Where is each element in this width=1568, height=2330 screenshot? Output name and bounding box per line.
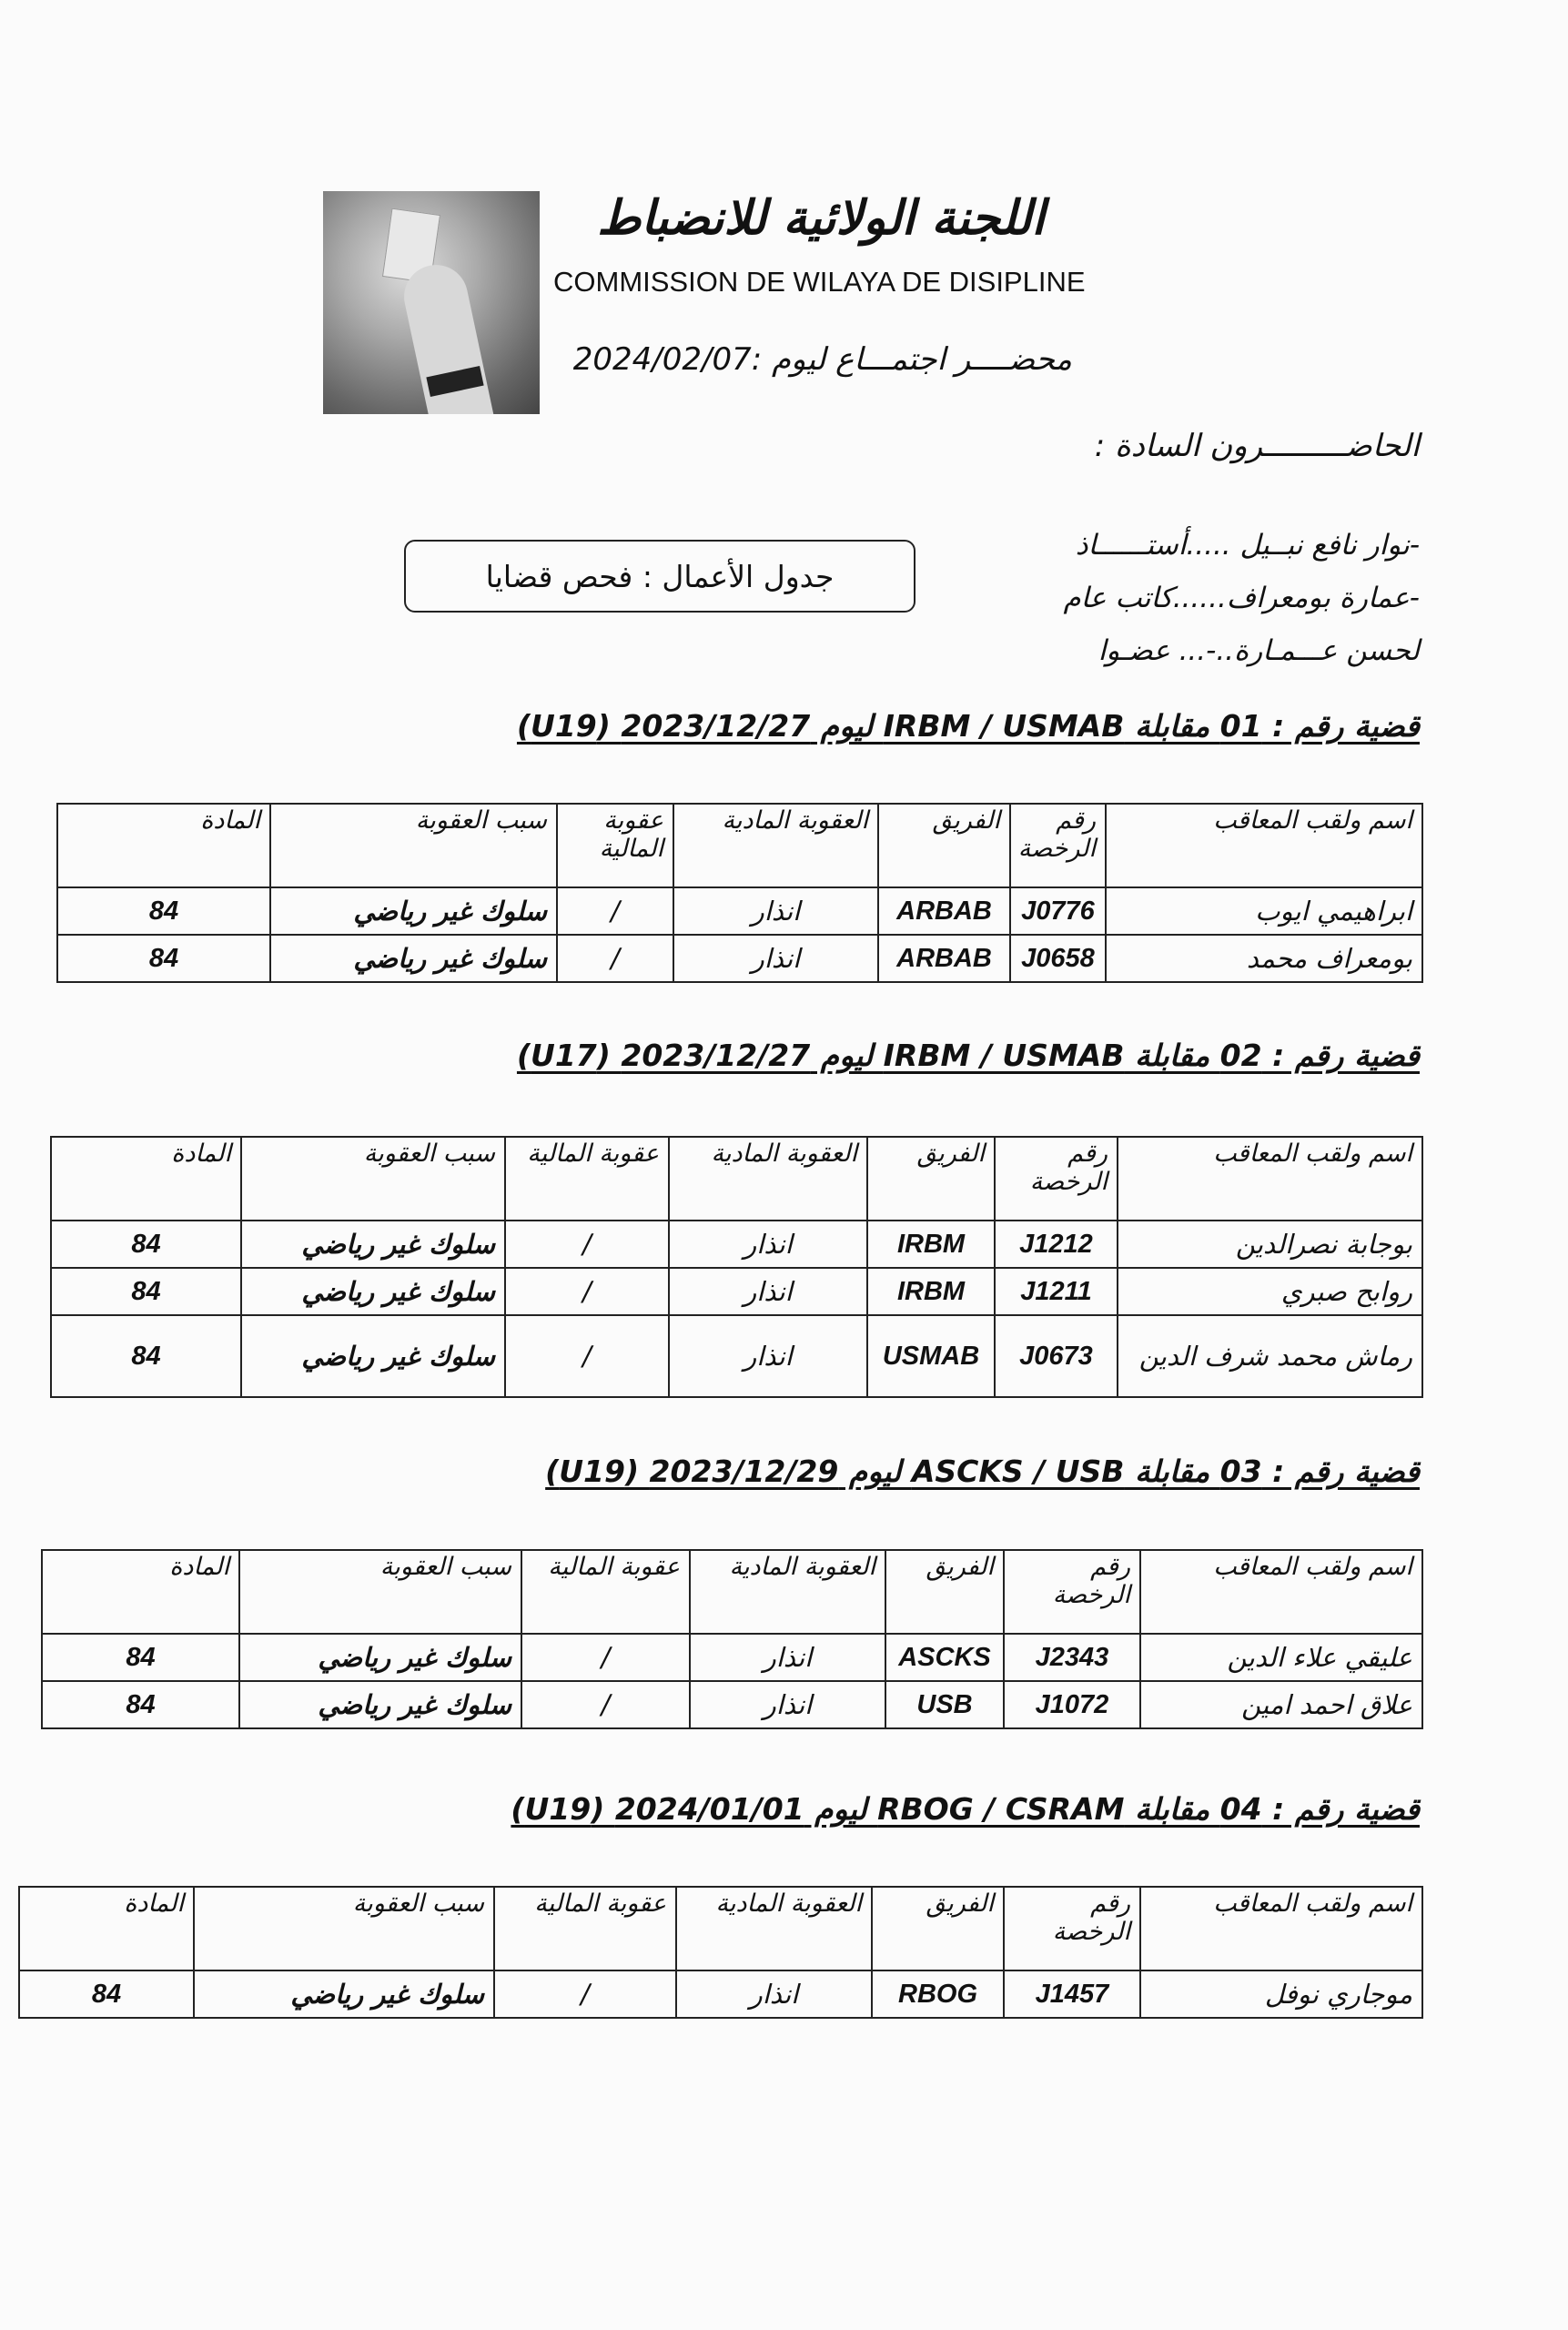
- cell-team: IRBM: [867, 1268, 995, 1315]
- sanctions-table-1: [56, 803, 1423, 983]
- cell-financial-penalty: /: [521, 1681, 690, 1728]
- cell-license: J2343: [1004, 1634, 1140, 1681]
- cell-financial-penalty: /: [521, 1634, 690, 1681]
- cell-team: USB: [885, 1681, 1004, 1728]
- header-financial-penalty: عقوبة المالية: [521, 1550, 690, 1634]
- attendee: -نوار نافع نبــيل .....أستــــــاذ: [1075, 529, 1420, 562]
- cell-article: 84: [51, 1268, 241, 1315]
- header-license: رقم الرخصة: [1004, 1550, 1140, 1634]
- header-financial-penalty: عقوبة المالية: [557, 804, 673, 887]
- header-name: اسم ولقب المعاقب: [1106, 804, 1422, 887]
- case-title-1: قضية رقم : 01 مقابلة IRBM / USMAB ليوم 2023/12/27 (U19): [516, 708, 1420, 744]
- cell-license: J0658: [1010, 935, 1106, 982]
- header-article: المادة: [51, 1137, 241, 1221]
- header-material-penalty: العقوبة المادية: [676, 1887, 872, 1970]
- header-article: المادة: [42, 1550, 239, 1634]
- cell-material-penalty: انذار: [690, 1681, 885, 1728]
- attendees-title: الحاضـــــــــرون السادة :: [1094, 428, 1420, 464]
- cell-reason: سلوك غير رياضي: [270, 887, 557, 935]
- cell-team: USMAB: [867, 1315, 995, 1397]
- header-team: الفريق: [885, 1550, 1004, 1634]
- header-team: الفريق: [872, 1887, 1004, 1970]
- case-title-3: قضية رقم : 03 مقابلة ASCKS / USB ليوم 2023/12/29 (U19): [545, 1454, 1420, 1489]
- cell-name: موجاري نوفل: [1140, 1970, 1422, 2018]
- cell-reason: سلوك غير رياضي: [239, 1634, 521, 1681]
- cell-license: J1212: [995, 1221, 1118, 1268]
- header-reason: سبب العقوبة: [194, 1887, 494, 1970]
- cell-name: بومعراف محمد: [1106, 935, 1422, 982]
- table-row: [57, 935, 1422, 982]
- cell-article: 84: [19, 1970, 194, 2018]
- cell-financial-penalty: /: [505, 1315, 669, 1397]
- header-financial-penalty: عقوبة المالية: [505, 1137, 669, 1221]
- cell-name: علاق احمد امين: [1140, 1681, 1422, 1728]
- header-material-penalty: العقوبة المادية: [669, 1137, 867, 1221]
- cell-reason: سلوك غير رياضي: [241, 1315, 505, 1397]
- cell-reason: سلوك غير رياضي: [241, 1221, 505, 1268]
- referee-card-logo: [323, 191, 540, 414]
- cell-financial-penalty: /: [505, 1221, 669, 1268]
- cell-material-penalty: انذار: [669, 1221, 867, 1268]
- header-material-penalty: العقوبة المادية: [690, 1550, 885, 1634]
- commission-title-french: COMMISSION DE WILAYA DE DISIPLINE: [553, 266, 1086, 298]
- header-license: رقم الرخصة: [995, 1137, 1118, 1221]
- cell-team: IRBM: [867, 1221, 995, 1268]
- meeting-minutes-date: محضــــر اجتمـــاع ليوم :2024/02/07: [572, 341, 1072, 378]
- attendee: لحسن عـــمـارة..-... عضـوا: [1098, 634, 1420, 667]
- cell-team: ASCKS: [885, 1634, 1004, 1681]
- table-row: [19, 1970, 1422, 2018]
- cell-article: 84: [51, 1221, 241, 1268]
- cell-article: 84: [51, 1315, 241, 1397]
- cell-financial-penalty: /: [557, 935, 673, 982]
- cell-license: J0776: [1010, 887, 1106, 935]
- cell-name: بوجابة نصرالدين: [1118, 1221, 1422, 1268]
- cell-financial-penalty: /: [505, 1268, 669, 1315]
- header-team: الفريق: [878, 804, 1010, 887]
- cell-team: ARBAB: [878, 887, 1010, 935]
- header-article: المادة: [57, 804, 270, 887]
- header-name: اسم ولقب المعاقب: [1140, 1550, 1422, 1634]
- cell-material-penalty: انذار: [690, 1634, 885, 1681]
- cell-material-penalty: انذار: [669, 1315, 867, 1397]
- cell-reason: سلوك غير رياضي: [270, 935, 557, 982]
- cell-article: 84: [42, 1681, 239, 1728]
- commission-title-arabic: اللجنة الولائية للانضباط: [597, 191, 1045, 246]
- table-row: [51, 1221, 1422, 1268]
- table-row: [51, 1268, 1422, 1315]
- table-row: [42, 1634, 1422, 1681]
- cell-material-penalty: انذار: [676, 1970, 872, 2018]
- table-row: [57, 887, 1422, 935]
- header-reason: سبب العقوبة: [270, 804, 557, 887]
- sanctions-table-4: [18, 1886, 1423, 2019]
- cell-material-penalty: انذار: [673, 887, 878, 935]
- cell-article: 84: [57, 887, 270, 935]
- case-title-2: قضية رقم : 02 مقابلة IRBM / USMAB ليوم 2023/12/27 (U17): [516, 1038, 1420, 1073]
- header-material-penalty: العقوبة المادية: [673, 804, 878, 887]
- header-team: الفريق: [867, 1137, 995, 1221]
- attendee: -عمارة بومعراف......كاتب عام: [1063, 582, 1420, 614]
- cell-material-penalty: انذار: [669, 1268, 867, 1315]
- cell-name: عليقي علاء الدين: [1140, 1634, 1422, 1681]
- case-title-4: قضية رقم : 04 مقابلة RBOG / CSRAM ليوم 2024/01/01 (U19): [511, 1791, 1420, 1827]
- cell-name: ابراهيمي ايوب: [1106, 887, 1422, 935]
- cell-license: J0673: [995, 1315, 1118, 1397]
- attendees-list: [1063, 519, 1420, 677]
- header-reason: سبب العقوبة: [239, 1550, 521, 1634]
- cell-financial-penalty: /: [494, 1970, 676, 2018]
- cell-name: روابح صبري: [1118, 1268, 1422, 1315]
- cell-license: J1211: [995, 1268, 1118, 1315]
- sanctions-table-3: [41, 1549, 1423, 1729]
- cell-article: 84: [42, 1634, 239, 1681]
- table-row: [42, 1681, 1422, 1728]
- sanctions-table-2: [50, 1136, 1423, 1398]
- cell-team: RBOG: [872, 1970, 1004, 2018]
- cell-name: رماش محمد شرف الدين: [1118, 1315, 1422, 1397]
- cell-license: J1072: [1004, 1681, 1140, 1728]
- cell-financial-penalty: /: [557, 887, 673, 935]
- cell-material-penalty: انذار: [673, 935, 878, 982]
- cell-team: ARBAB: [878, 935, 1010, 982]
- agenda-box: جدول الأعمال : فحص قضايا: [404, 540, 916, 613]
- cell-reason: سلوك غير رياضي: [194, 1970, 494, 2018]
- header-article: المادة: [19, 1887, 194, 1970]
- cell-reason: سلوك غير رياضي: [239, 1681, 521, 1728]
- cell-license: J1457: [1004, 1970, 1140, 2018]
- header-license: رقم الرخصة: [1004, 1887, 1140, 1970]
- cell-reason: سلوك غير رياضي: [241, 1268, 505, 1315]
- header-financial-penalty: عقوبة المالية: [494, 1887, 676, 1970]
- table-row: [51, 1315, 1422, 1397]
- header-name: اسم ولقب المعاقب: [1140, 1887, 1422, 1970]
- header-license: رقم الرخصة: [1010, 804, 1106, 887]
- cell-article: 84: [57, 935, 270, 982]
- header-name: اسم ولقب المعاقب: [1118, 1137, 1422, 1221]
- header-reason: سبب العقوبة: [241, 1137, 505, 1221]
